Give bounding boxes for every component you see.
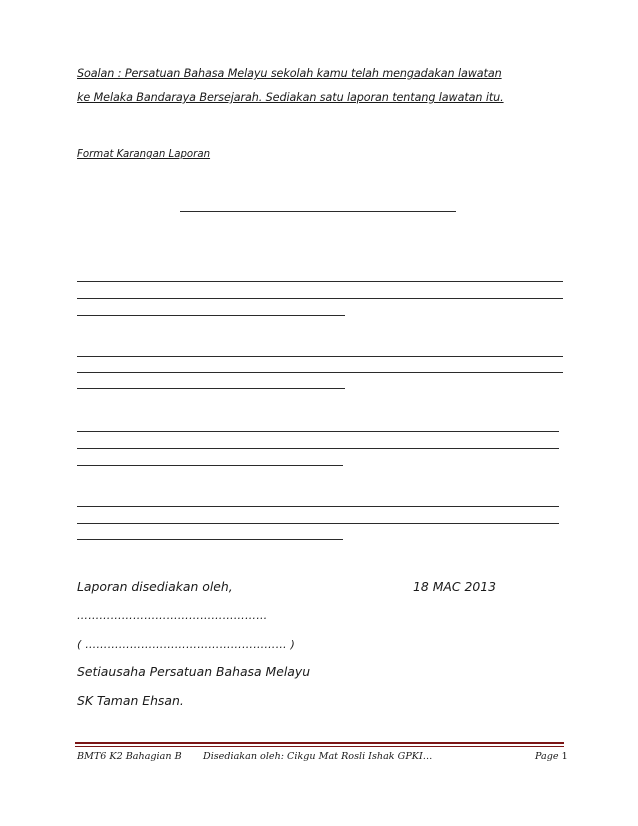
- blank-line: [77, 372, 563, 373]
- name-paren-line: ( ……………………………………………… ): [77, 638, 295, 651]
- blank-line: [77, 281, 563, 282]
- school-name: SK Taman Ehsan.: [77, 693, 184, 708]
- position-title: Setiausaha Persatuan Bahasa Melayu: [77, 664, 311, 679]
- blank-line: [77, 388, 345, 389]
- report-date: 18 MAC 2013: [413, 579, 496, 594]
- blank-line: [77, 298, 563, 299]
- question-line-1: Soalan : Persatuan Bahasa Melayu sekolah kamu telah mengadakan lawatan: [77, 67, 502, 80]
- question-line-2: ke Melaka Bandaraya Bersejarah. Sediakan satu laporan tentang lawatan itu.: [77, 91, 504, 104]
- blank-line: [77, 506, 559, 507]
- footer-rule-thin: [75, 746, 564, 747]
- blank-line: [77, 465, 343, 466]
- page-label: Page: [535, 751, 559, 762]
- blank-line: [77, 448, 559, 449]
- blank-line: [77, 523, 559, 524]
- footer-left: BMT6 K2 Bahagian B: [77, 751, 182, 762]
- blank-line: [77, 431, 559, 432]
- footer-page: [535, 751, 568, 762]
- footer-middle: Disediakan oleh: Cikgu Mat Rosli Ishak GPKI…: [203, 751, 433, 762]
- page-number: 1: [561, 751, 568, 762]
- signature-dots: ……………………………………………: [77, 609, 268, 622]
- footer-rule: [75, 742, 564, 744]
- title-blank-line: [180, 211, 456, 212]
- blank-line: [77, 315, 345, 316]
- blank-line: [77, 539, 343, 540]
- prepared-by: Laporan disediakan oleh,: [77, 579, 233, 594]
- format-heading: Format Karangan Laporan: [77, 149, 211, 160]
- blank-line: [77, 356, 563, 357]
